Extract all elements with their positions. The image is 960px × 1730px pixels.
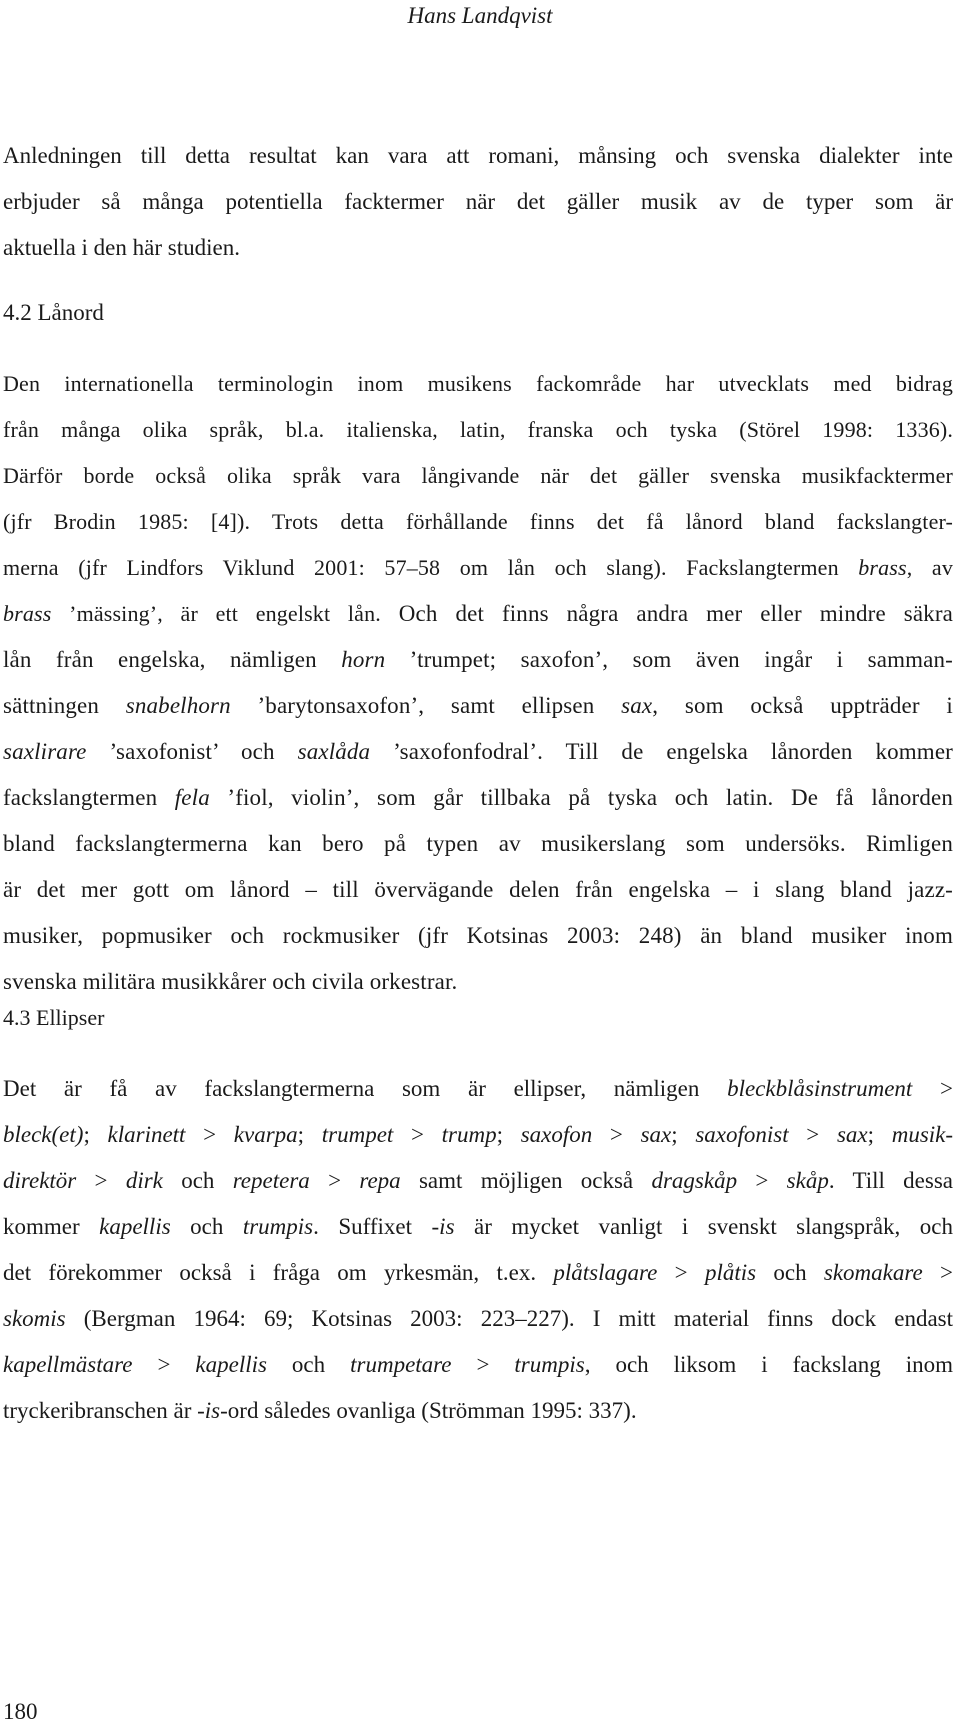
term-emphasis: -is xyxy=(197,1398,221,1423)
text-run: ’saxofonfodral’. Till de engelska lånorden kommer xyxy=(370,739,953,764)
text-line xyxy=(3,729,953,775)
text-run: fackslangtermen xyxy=(3,785,175,810)
text-run: ’barytonsaxofon’, samt ellipsen xyxy=(230,693,622,718)
term-emphasis: repetera xyxy=(232,1168,310,1193)
text-run: ; xyxy=(83,1122,108,1147)
text-line xyxy=(3,1066,953,1112)
text-run: samt möjligen också xyxy=(400,1168,652,1193)
text-run: ’fiol, violin’, som går tillbaka på tyska och latin. De få lånorden xyxy=(209,785,953,810)
text-run: ; xyxy=(671,1122,696,1147)
term-emphasis: plåtslagare xyxy=(553,1260,658,1285)
term-emphasis: saxofon xyxy=(520,1122,593,1147)
term-emphasis: plåtis xyxy=(704,1260,757,1285)
term-emphasis: saxlirare xyxy=(3,739,87,764)
text-run: ; xyxy=(496,1122,521,1147)
term-emphasis: saxlåda xyxy=(297,739,371,764)
running-head: Hans Landqvist xyxy=(407,3,553,28)
text-run: > xyxy=(451,1352,515,1377)
text-line: musiker, popmusiker och rockmusiker (jfr Kotsinas 2003: 248) än bland musiker inom xyxy=(3,923,953,948)
text-line: aktuella i den här studien. xyxy=(3,235,240,260)
text-run: > xyxy=(922,1260,953,1285)
term-emphasis: repa xyxy=(359,1168,401,1193)
term-emphasis: kapellis xyxy=(195,1352,267,1377)
text-run: lån från engelska, nämligen xyxy=(3,647,342,672)
text-line xyxy=(3,591,953,637)
text-run: och xyxy=(162,1168,233,1193)
term-emphasis: trumpetare xyxy=(350,1352,452,1377)
paragraph-loanwords xyxy=(3,361,953,1005)
text-line: erbjuder så många potentiella facktermer när det gäller musik av de typer som är xyxy=(3,189,953,214)
text-run: ; xyxy=(297,1122,322,1147)
text-run: (Bergman 1964: 69; Kotsinas 2003: 223–227). I mitt material finns dock endast xyxy=(65,1306,953,1331)
text-run: och xyxy=(170,1214,243,1239)
term-emphasis: brass xyxy=(3,601,52,626)
text-run: . Till dessa xyxy=(828,1168,953,1193)
text-run: ’mässing’, är ett engelskt lån. xyxy=(51,601,381,626)
text-run: , som också uppträder i xyxy=(652,693,953,718)
text-run: > xyxy=(76,1168,126,1193)
term-emphasis: dirk xyxy=(125,1168,163,1193)
term-emphasis: musik- xyxy=(891,1122,954,1147)
text-run: Och det finns några andra mer eller mindre säkra xyxy=(380,601,953,626)
text-run: > xyxy=(132,1352,196,1377)
text-line xyxy=(3,1112,953,1158)
text-line: är det mer gott om lånord – till övervägande delen från engelska – i slang bland jazz- xyxy=(3,877,953,902)
paragraph-ellipses xyxy=(3,1066,953,1434)
text-line: svenska militära musikkårer och civila orkestrar. xyxy=(3,969,458,994)
paragraph-intro xyxy=(3,133,953,271)
term-emphasis: kapellmästare xyxy=(3,1352,133,1377)
text-line xyxy=(3,1250,953,1296)
term-emphasis: trumpet xyxy=(321,1122,394,1147)
text-line xyxy=(3,545,953,591)
term-emphasis: brass xyxy=(858,555,907,580)
term-emphasis: snabelhorn xyxy=(125,693,231,718)
text-run: > xyxy=(657,1260,705,1285)
text-run: ; xyxy=(867,1122,892,1147)
term-emphasis: trumpis xyxy=(242,1214,314,1239)
term-emphasis: kapellis xyxy=(99,1214,171,1239)
term-emphasis: dragskåp xyxy=(651,1168,738,1193)
text-line xyxy=(3,1204,953,1250)
text-line xyxy=(3,683,953,729)
term-emphasis: fela xyxy=(174,785,210,810)
text-run: > xyxy=(788,1122,837,1147)
text-run: det förekommer också i fråga om yrkesmän, t.ex. xyxy=(3,1260,554,1285)
section-heading-4-2: 4.2 Lånord xyxy=(3,300,104,325)
section-heading-4-3: 4.3 Ellipser xyxy=(3,1005,105,1030)
text-run: > xyxy=(592,1122,641,1147)
term-emphasis: skåp xyxy=(786,1168,829,1193)
page-number: 180 xyxy=(3,1699,38,1724)
term-emphasis: skomakare xyxy=(823,1260,923,1285)
text-run: merna (jfr Lindfors Viklund 2001: 57–58 om lån och slang). Fackslangtermen xyxy=(3,555,859,580)
term-emphasis: trumpis xyxy=(514,1352,585,1377)
text-line xyxy=(3,1296,953,1342)
term-emphasis: bleck(et) xyxy=(3,1122,84,1147)
text-run: är mycket vanligt i svenskt slangspråk, och xyxy=(454,1214,953,1239)
term-emphasis: trump xyxy=(441,1122,497,1147)
text-run: > xyxy=(393,1122,442,1147)
term-emphasis: skomis xyxy=(3,1306,66,1331)
term-emphasis: saxofonist xyxy=(695,1122,789,1147)
text-run: ’saxofonist’ och xyxy=(86,739,298,764)
term-emphasis: klarinett xyxy=(107,1122,186,1147)
term-emphasis: sax xyxy=(640,1122,672,1147)
text-line: från många olika språk, bl.a. italienska, latin, franska och tyska (Störel 1998: 1336). xyxy=(3,417,953,442)
text-run: , och liksom i fackslang inom xyxy=(584,1352,953,1377)
text-run: > xyxy=(185,1122,234,1147)
term-emphasis: sax xyxy=(836,1122,868,1147)
term-emphasis: kvarpa xyxy=(233,1122,298,1147)
text-run: ’trumpet; saxofon’, som även ingår i samman- xyxy=(385,647,953,672)
text-line: Anledningen till detta resultat kan vara att romani, månsing och svenska dialekter inte xyxy=(3,143,953,168)
text-line: bland fackslangtermerna kan bero på typen av musikerslang som undersöks. Rimligen xyxy=(3,831,953,856)
text-run: > xyxy=(309,1168,360,1193)
text-run: -ord således ovanliga (Strömman 1995: 337). xyxy=(220,1398,637,1423)
text-line: Den internationella terminologin inom musikens fackområde har utvecklats med bidrag xyxy=(3,371,953,396)
text-line xyxy=(3,1158,953,1204)
text-run: , av xyxy=(906,555,953,580)
term-emphasis: sax xyxy=(621,693,653,718)
text-line: (jfr Brodin 1985: [4]). Trots detta förhållande finns det få lånord bland fackslangter- xyxy=(3,509,953,534)
text-run: . Suffixet xyxy=(313,1214,432,1239)
term-emphasis: -is xyxy=(431,1214,455,1239)
text-line xyxy=(3,775,953,821)
term-emphasis: bleckblåsinstrument xyxy=(727,1076,913,1101)
text-line xyxy=(3,1342,953,1388)
text-run: tryckeribranschen är xyxy=(3,1398,198,1423)
text-run: och xyxy=(756,1260,824,1285)
text-run: Det är få av fackslangtermerna som är ellipser, nämligen xyxy=(3,1076,728,1101)
text-line: Därför borde också olika språk vara långivande när det gäller svenska musikfacktermer xyxy=(3,463,953,488)
term-emphasis: horn xyxy=(341,647,386,672)
text-run: sättningen xyxy=(3,693,126,718)
text-run: och xyxy=(266,1352,351,1377)
term-emphasis: direktör xyxy=(3,1168,77,1193)
text-line xyxy=(3,637,953,683)
text-run: > xyxy=(912,1076,953,1101)
text-line xyxy=(3,1388,953,1434)
text-run: > xyxy=(737,1168,787,1193)
text-run: kommer xyxy=(3,1214,100,1239)
